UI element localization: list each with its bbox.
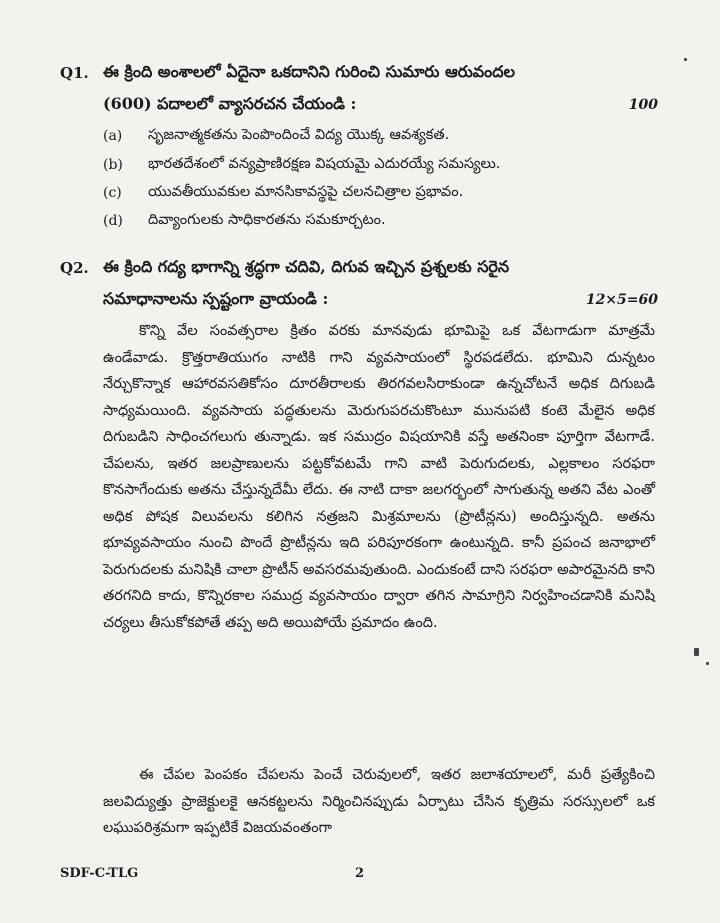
- scan-speck: [684, 58, 687, 61]
- q1-prompt-line2: (600) పదాలలో వ్యాసరచన చేయండి :: [103, 94, 357, 113]
- q1-option-c-letter: (c): [103, 185, 122, 201]
- q1-option-a-text: సృజనాత్మకతను పెంపొందించే విద్య యొక్క ఆవశ్యకత.: [148, 127, 450, 143]
- q2-passage-paragraph-1: కొన్ని వేల సంవత్సరాల క్రితం వరకు మానవుడు భూమిపై ఒక వేటగాడుగా మాత్రమే ఉండేవాడు. క్రొత్తరాతియుగం నాటికి గాని వ్యవసాయంలో స్థిరపడలేదు. భూమిని దున్నటం నేర్చుకొన్నాక ఆహారవసతికోసం దూరతీరాలకు తిరగవలసిరాకుండా ఉన్నచోటనే అధిక దిగుబడి సాధ్యమయింది. వ్యవసాయ పద్ధతులను మెరుగుపరచుకొంటూ మునుపటి కంటె మేలైన అధిక దిగుబడిని సాధించగలుగు తున్నాడు. ఇక సముద్రం విషయానికి వస్తే అతనింకా పూర్తిగా వేటగాడే. చేపలను, ఇతర జలప్రాణులను పట్టకోవటమే గాని వాటి పెరుగుదలకు, ఎల్లకాలం సరఫరా కొనసాగేందుకు అతను చేస్తున్నదేమీ లేదు. ఈ నాటి దాకా జలగర్భంలో సాగుతున్న అతని వేట ఎంతో అధిక పోషక విలువలను కలిగిన నత్రజని మిశ్రమాలను (ప్రొటీన్లను) అందిస్తున్నది. అతను భూవ్యవసాయం నుంచి పొందే ప్రొటీన్లను ఇది పరిపూరకంగా ఉంటున్నది. కానీ ప్రపంచ జనాభాలో పెరుగుదలకు మనిషికి చాలా ప్రొటీన్ అవసరమవుతుంది. ఎందుకంటే దాని సరఫరా అపారమైనది కాని తరగనిది కాదు, కొన్నిరకాల సముద్ర వ్యవసాయం ద్వారా తగిన సామాగ్రిని నిర్వహించడానికి మనిషి చర్యలు తీసుకోకపోతే తప్ప అది అయిపోయే ప్రమాదం ఉంది.: [103, 323, 655, 631]
- q1-option-b-letter: (b): [103, 157, 123, 173]
- q2-marks: 12×5=60: [585, 292, 658, 308]
- q1-option-a-letter: (a): [103, 128, 123, 144]
- scan-speck: [706, 662, 709, 665]
- q1-number: Q1.: [60, 64, 89, 82]
- paper-code: SDF-C-TLG: [60, 866, 139, 881]
- q1-marks: 100: [628, 97, 658, 113]
- q1-option-b-text: భారతదేశంలో వన్యప్రాణిరక్షణ విషయమై ఎదురయ్యే సమస్యలు.: [148, 156, 501, 172]
- q2-number: Q2.: [60, 259, 89, 277]
- q1-option-c-text: యువతీయువకుల మానసికావస్థపై చలనచిత్రాల ప్రభావం.: [148, 184, 464, 200]
- q2-passage-paragraph-2: ఈ చేపల పెంపకం చేపలను పెంచే చెరువులలో, ఇతర జలాశయాలలో, మరీ ప్రత్యేకించి జలవిద్యుత్తు ప్రాజెక్టులకై ఆనకట్టలను నిర్మించినప్పుడు ఏర్పాటు చేసిన కృత్రిమ సరస్సులలో ఒక లఘుపరిశ్రమగా ఇప్పటికే విజయవంతంగా: [103, 767, 655, 836]
- scan-speck: [694, 648, 699, 656]
- q2-prompt-line2: సమాధానాలను స్పష్టంగా వ్రాయండి :: [103, 289, 329, 308]
- page-number: 2: [355, 866, 365, 881]
- q2-prompt-line1: ఈ క్రింది గద్య భాగాన్ని శ్రద్ధగా చదివి, దిగువ ఇచ్చిన ప్రశ్నలకు సరైన: [103, 257, 510, 276]
- q1-prompt-line1: ఈ క్రింది అంశాలలో ఏదైనా ఒకదానిని గురించి సుమారు ఆరువందల: [103, 62, 515, 81]
- q1-option-d-text: దివ్యాంగులకు సాధికారతను సమకూర్చటం.: [148, 212, 386, 228]
- q1-option-d-letter: (d): [103, 213, 123, 229]
